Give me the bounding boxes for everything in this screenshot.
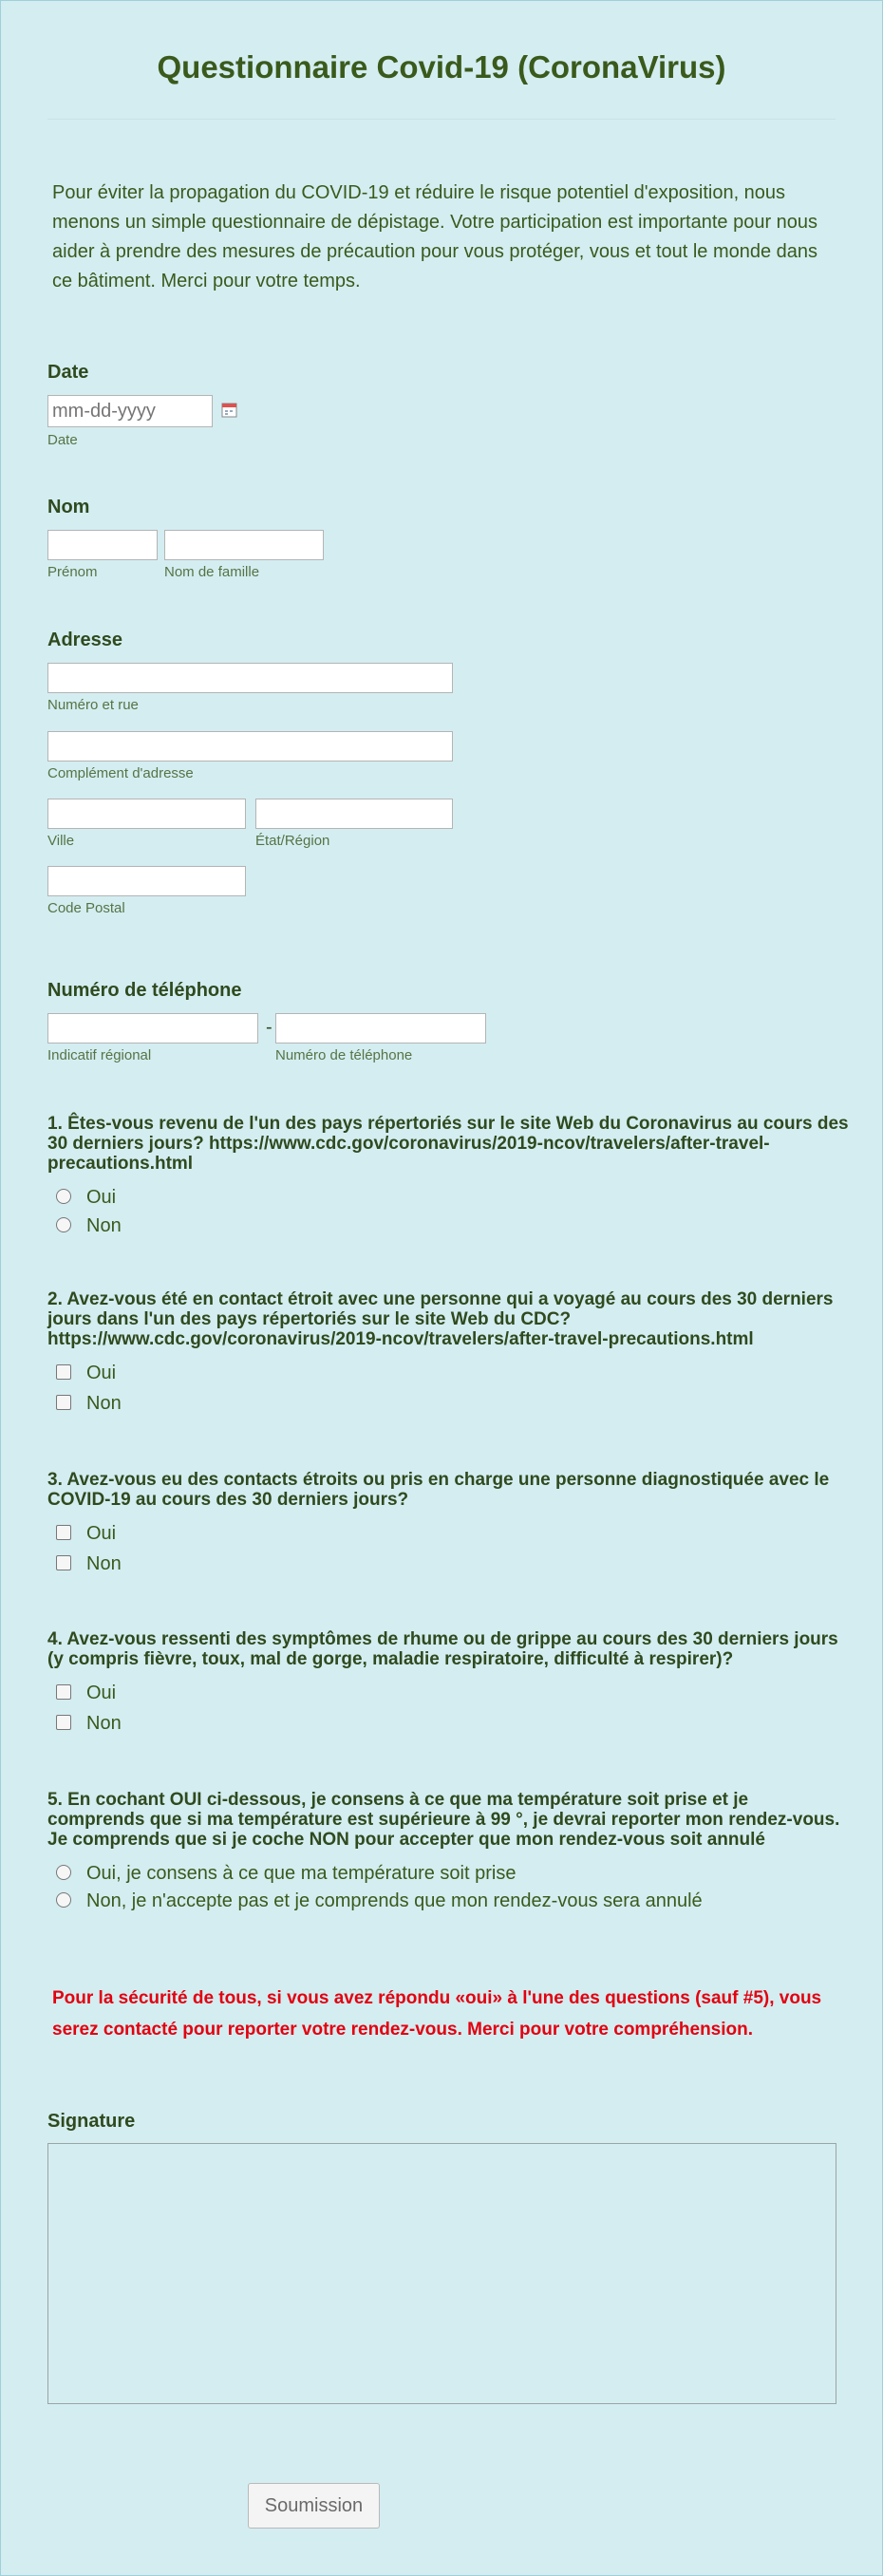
zip-sublabel: Code Postal: [47, 900, 125, 916]
date-label: Date: [47, 362, 89, 383]
phone-number-sublabel: Numéro de téléphone: [275, 1047, 413, 1063]
question-2-option-oui: Oui: [86, 1363, 117, 1383]
area-code-input[interactable]: [47, 1013, 258, 1044]
question-1-text: 1. Êtes-vous revenu de l'un des pays répertoriés sur le site Web du Coronavirus au cours des 30 derniers jours? https://www.cdc.gov/coronavirus/2019-ncov/travelers/after-travel-precautions.html: [47, 1114, 849, 1174]
form-title: Questionnaire Covid-19 (CoronaVirus): [157, 49, 726, 85]
question-5-text: 5. En cochant OUI ci-dessous, je consens à ce que ma température soit prise et je comprends que si ma température est supérieure à 99 °, je devrai reporter mon rendez-vous. Je comprends que si je coche NON pour accepter que mon rendez-vous soit annulé: [47, 1790, 840, 1850]
question-3-option-non: Non: [86, 1553, 122, 1574]
state-sublabel: État/Région: [255, 833, 330, 849]
question-1-radio-oui[interactable]: [56, 1189, 71, 1204]
question-5-option-non: Non, je n'accepte pas et je comprends que mon rendez-vous sera annulé: [86, 1890, 703, 1911]
warning-notice: Pour la sécurité de tous, si vous avez répondu «oui» à l'une des questions (sauf #5), vous serez contacté pour reporter votre rendez-vous. Merci pour votre compréhension.: [52, 1988, 822, 2040]
question-2-checkbox-non[interactable]: [56, 1395, 71, 1410]
phone-label: Numéro de téléphone: [47, 980, 242, 1001]
first-name-sublabel: Prénom: [47, 564, 98, 580]
question-3-option-oui: Oui: [86, 1523, 117, 1544]
last-name-sublabel: Nom de famille: [164, 564, 260, 580]
street-sublabel: Numéro et rue: [47, 697, 139, 713]
zip-input[interactable]: [47, 866, 246, 896]
date-input[interactable]: [47, 395, 213, 427]
question-4-checkbox-non[interactable]: [56, 1715, 71, 1730]
area-code-sublabel: Indicatif régional: [47, 1047, 152, 1063]
question-3-checkbox-oui[interactable]: [56, 1525, 71, 1540]
first-name-input[interactable]: [47, 530, 158, 560]
calendar-icon[interactable]: [221, 402, 237, 418]
city-sublabel: Ville: [47, 833, 75, 849]
question-4-text: 4. Avez-vous ressenti des symptômes de rhume ou de grippe au cours des 30 derniers jours (y compris fièvre, toux, mal de gorge, maladie respiratoire, difficulté à respirer)?: [47, 1629, 838, 1669]
submit-button[interactable]: Soumission: [248, 2483, 380, 2529]
question-1-option-non: Non: [86, 1215, 122, 1236]
question-3-text: 3. Avez-vous eu des contacts étroits ou pris en charge une personne diagnostiquée avec le COVID-19 au cours des 30 derniers jours?: [47, 1470, 830, 1510]
question-3-checkbox-non[interactable]: [56, 1555, 71, 1570]
address-line2-sublabel: Complément d'adresse: [47, 765, 194, 781]
question-5-option-oui: Oui, je consens à ce que ma température soit prise: [86, 1863, 517, 1884]
question-5-radio-non[interactable]: [56, 1892, 71, 1908]
state-input[interactable]: [255, 799, 453, 829]
question-1-radio-non[interactable]: [56, 1217, 71, 1232]
question-4-option-oui: Oui: [86, 1683, 117, 1703]
city-input[interactable]: [47, 799, 246, 829]
name-label: Nom: [47, 497, 90, 517]
intro-paragraph: Pour éviter la propagation du COVID-19 et réduire le risque potentiel d'exposition, nous menons un simple questionnaire de dépistage. Votre participation est importante pour nous aider à prendre des mesures de précaution pour vous protéger, vous et tout le monde dans ce bâtiment. Merci pour votre temps.: [52, 182, 818, 291]
last-name-input[interactable]: [164, 530, 324, 560]
question-2-option-non: Non: [86, 1393, 122, 1414]
question-4-option-non: Non: [86, 1713, 122, 1734]
address-label: Adresse: [47, 630, 122, 650]
title-divider: [47, 119, 836, 120]
question-1-option-oui: Oui: [86, 1187, 117, 1208]
question-2-checkbox-oui[interactable]: [56, 1364, 71, 1380]
phone-number-input[interactable]: [275, 1013, 486, 1044]
question-4-checkbox-oui[interactable]: [56, 1684, 71, 1700]
signature-pad[interactable]: [47, 2143, 836, 2404]
question-2-text: 2. Avez-vous été en contact étroit avec une personne qui a voyagé au cours des 30 derniers jours dans l'un des pays répertoriés sur le site Web du CDC? https://www.cdc.gov/coronavirus/2019-ncov/travelers/after-travel-precautions.html: [47, 1289, 834, 1349]
question-5-radio-oui[interactable]: [56, 1865, 71, 1880]
date-sublabel: Date: [47, 432, 78, 448]
address-line2-input[interactable]: [47, 731, 453, 762]
signature-label: Signature: [47, 2111, 136, 2132]
street-input[interactable]: [47, 663, 453, 693]
phone-separator: -: [266, 1017, 272, 1038]
